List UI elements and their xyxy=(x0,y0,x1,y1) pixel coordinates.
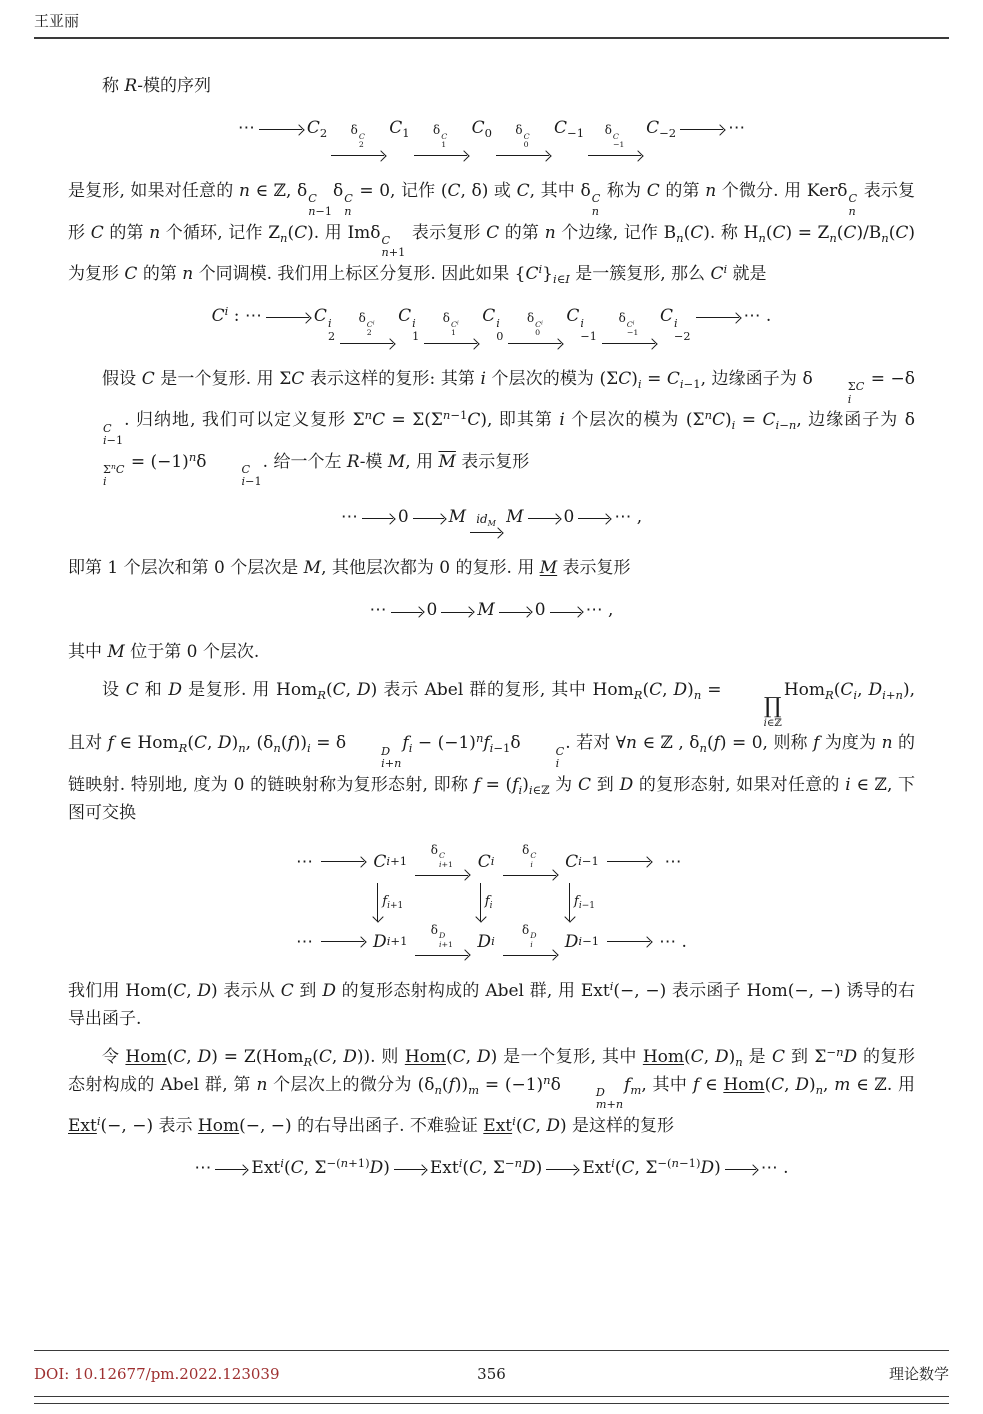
paragraph-hom-ext: 我们用 Hom(C, D) 表示从 C 到 D 的复形态射构成的 Abel 群, 用 Ext$^i$(−, −) 表示函子 Hom(−, −) 诱导的右导出函子. xyxy=(68,978,916,1029)
commutative-diagram xyxy=(68,844,915,960)
footer-row xyxy=(34,1351,949,1396)
diagram-empty xyxy=(409,880,475,924)
diagram-empty xyxy=(315,880,371,924)
paragraph-underline-hom: 令 Hom(C, D) = Z(Hom$_R$(C, D)). 则 Hom(C, D) 是一个复形, 其中 Hom(C, $D)_n$ 是 C 到 $\Sigma^{-n}D$ 的复形态射构成的 Abel 群, 第 n 个层次上的微分为 $(\delta_n(f))_m = (-1)^n\delta$ D m+n $f_m$, 其中 f ∈ Hom(C, $D)_n$, m ∈ ℤ. 用 Ext$^i$(−, −) 表示 Hom(−, −) 的右导出函子. 不难验证 Ext$^i$(C, D) 是这样的复形 xyxy=(68,1044,916,1136)
diagram-term: C i−1 xyxy=(565,851,599,872)
header-author: 王亚丽 xyxy=(34,12,80,30)
formula-ci-sequence: $C^i$ : ⋯ C i 2 δ $C^i$ 2 C i 1 δ $C^i$ 1 C i 0 δ $C^i$ 0 C i −1 δ $C^i$ −1 C i −2 ⋯ . xyxy=(68,305,915,348)
diagram-dots: ⋯ . xyxy=(659,931,687,952)
footer-rule-bottom-2 xyxy=(34,1403,949,1404)
paragraph-shift-functor: 假设 C 是一个复形. 用 ΣC 表示这样的复形: 其第 i 个层次的模为 $(\Sigma C)_i = C_{i-1}$, 边缘函子为 δ ΣC i = −δ C i−1 . 归纳地, 我们可以定义复形 $\Sigma^nC = \Sigma(\Sigma^{n-1}C)$, 即其第 i 个层次的模为 $(\Sigma^nC)_i = C_{i-n}$, 边缘函子为 δ $\Sigma^nC$ i = $(-1)^n\delta$ C i−1 . 给一个左 R-模 M, 用 $\overline{M}$ 表示复形 xyxy=(102,369,916,489)
diagram-dots: ⋯ xyxy=(296,851,314,872)
page-number: 356 xyxy=(477,1365,506,1383)
diagram-harrow xyxy=(601,929,657,955)
diagram-empty xyxy=(601,880,657,924)
formula-complex-sequence: ⋯ $C_2$ δ C 2 $C_1$ δ C 1 $C_0$ δ C 0 $C_{-1}$ δ C −1 $C_{-2}$ ⋯ xyxy=(68,117,915,160)
diagram-term: D i xyxy=(477,931,495,952)
paragraph-intro: 称 R-模的序列 xyxy=(102,76,211,96)
diagram-empty xyxy=(294,880,315,924)
page-header xyxy=(34,10,949,39)
commutative-diagram-grid xyxy=(68,844,915,960)
diagram-dots: ⋯ xyxy=(664,851,682,872)
diagram-term: C i+1 xyxy=(373,851,408,872)
diagram-harrow xyxy=(601,849,657,875)
diagram-harrow: δ C i xyxy=(497,844,563,880)
diagram-harrow: δ C i+1 xyxy=(409,844,475,880)
page-body xyxy=(34,39,949,1196)
doi-link[interactable]: DOI: 10.12677/pm.2022.123039 xyxy=(34,1365,280,1383)
diagram-harrow: δ D i xyxy=(497,924,563,960)
formula-munderline-complex: ⋯ 0 M 0 ⋯ , xyxy=(369,600,614,621)
paragraph-munderline-note: 其中 M 位于第 0 个层次. xyxy=(68,642,260,663)
paragraph-mbar-note: 即第 1 个层次和第 0 个层次是 M, 其他层次都为 0 的复形. 用 M 表示复形 xyxy=(68,558,631,579)
diagram-harrow xyxy=(315,849,371,875)
page-footer xyxy=(34,1350,949,1404)
journal-name: 理论数学 xyxy=(888,1365,949,1383)
formula-ext-sequence: ⋯ Ext$^i$(C, $\Sigma^{-(n+1)}D$) Ext$^i$(C, $\Sigma^{-n}D$) Ext$^i$(C, $\Sigma^{-(n-1)}D$) ⋯ . xyxy=(194,1156,789,1178)
diagram-empty xyxy=(497,880,563,924)
diagram-empty xyxy=(657,880,689,924)
diagram-varrow: $f_i$ xyxy=(475,880,496,924)
formula-mbar-complex: ⋯ 0 M $id_M$ M 0 ⋯ , xyxy=(68,506,915,537)
paragraph-complex-definition: 是复形, 如果对任意的 n ∈ ℤ, δ C n−1 δ C n = 0, 记作 (C, δ) 或 C, 其中 δ C n 称为 C 的第 n 个微分. 用 Kerδ C n 表示复形 C 的第 n 个循环, 记作 $Z_n(C)$. 用 Imδ C n+1 表示复形 C 的第 n 个边缘, 记作 $B_n(C)$. 称 $H_n(C) = Z_n(C)/B_n(C)$ 为复形 C 的第 n 个同调模. 我们用上标区分复形. 因此如果 $\{C^i\}_{i\in I}$ 是一簇复形, 那么 $C^i$ 就是 xyxy=(68,181,916,286)
diagram-term: C i xyxy=(477,851,495,872)
diagram-term: D i+1 xyxy=(373,931,408,952)
diagram-harrow xyxy=(315,929,371,955)
diagram-varrow: $f_{i+1}$ xyxy=(371,880,409,924)
diagram-varrow: $f_{i-1}$ xyxy=(563,880,601,924)
paragraph-hom-complex: 设 C 和 D 是复形. 用 Hom$_R$(C, D) 表示 Abel 群的复形, 其中 Hom$_R$(C, $D)_n$ = ∏ i∈ℤ $Hom_R(C_i$, $D_{i+n}$), 且对 f ∈ Hom$_R$(C, $D)_n$, $(\delta_n(f))_i = \delta$ D i+n $f_i - (-1)^nf_{i-1}\delta$ C i . 若对 ∀n ∈ ℤ , $\delta_n(f) = 0$, 则称 f 为度为 n 的链映射. 特别地, 度为 0 的链映射称为复形态射, 即称 $f = (f_i)_{i\in ℤ}$ 为 C 到 D 的复形态射, 如果对任意的 i ∈ ℤ, 下图可交换 xyxy=(68,680,916,823)
diagram-dots: ⋯ xyxy=(296,931,314,952)
diagram-term: D i−1 xyxy=(564,931,600,952)
diagram-harrow: δ D i+1 xyxy=(409,924,475,960)
